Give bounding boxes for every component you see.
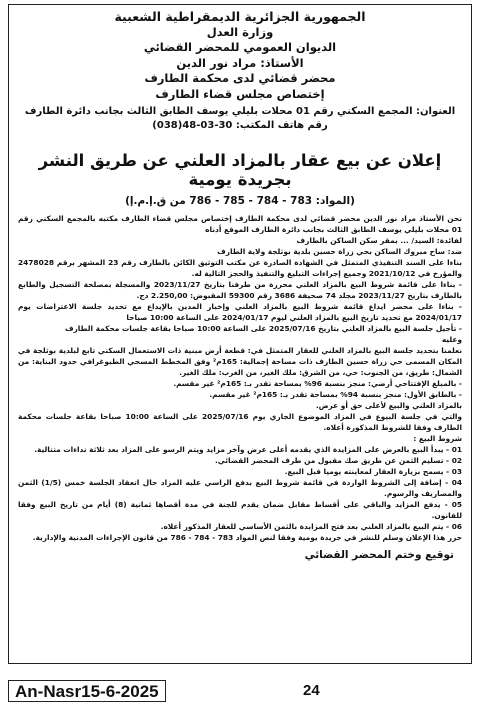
body-paragraph: وعليه [441,335,462,344]
publication-date-label: An-Nasr15-6-2025 [8,680,166,702]
condition-item: 01 - يبدأ البيع بالعرض على المزايدة الذي يقدمه أعلى عرض وآخر مزايد ويتم الرسو على المزاد بعد ثلاثة نداءات متتالية. [34,445,462,454]
legal-articles: (المواد: 783 - 784 - 785 - 786 من ق.إ.م.إ) [125,195,355,207]
body-paragraph: - تأجيل جلسة البيع بالمزاد العلني بتاريخ 2025/07/16 على الساعة 10:00 صباحا بقاعة جلسات محكمة الطارف [64,324,462,333]
body-paragraph: بناءا على السند التنفيذي المتمثل في الشهادة الصادرة عن مكتب التوثيق الكائن بالطارف رقم 23 المشهر برقم 2478028 والمؤرخ في 2021/10/12 وجميع إجراءات التبليغ والتنفيذ والحجز التالية له. [18,258,462,278]
body-paragraph: نحن الأستاذ مراد نور الدين محضر قضائي لدى محكمة الطارف إختصاص مجلس قضاء الطارف مكتبه بالمجمع السكني رقم 01 محلات بليلي يوسف الطابق الثالث بجانب دائرة الطارف الموقع أدناه [18,214,462,234]
page-number: 24 [303,682,320,699]
body-paragraph: ضد: ساح مبروك الساكن بحي زراة حسين بلدية بوثلجة ولاية الطارف [217,247,462,256]
closing-paragraph: حرر هذا الإعلان وسلم للنشر في جريدة يومية وفقا لنص المواد 783 - 784 - 786 من قانون الإجراءات المدنية والإدارية. [32,533,462,542]
office-address-block [18,105,462,133]
header-line-ministry: وزارة العدل [206,24,274,39]
condition-item: 02 - تسليم الثمن عن طريق صك مقبول من طرف المحضر القضائي. [215,456,462,465]
body-paragraph: - بناءا على محضر ايداع قائمة شروط البيع بالمزاد العلني وإخبار المدين بالإيداع مع تحديد جلسة الاعتراضات يوم 2024/01/17 مع تحديد تاريخ البيع بالمزاد العلني ليوم 2024/01/17 على الساعة 10:00 صباحا [18,302,462,322]
body-paragraph: - بالطابق الأول: منجز بنسبة 94% بمساحة تقدر بـ: 165م² غير مقسم. [209,390,462,399]
notice-header [18,9,462,102]
office-phone: رقم هاتف المكتب: 30-03-48(038) [152,120,328,131]
condition-item: 06 - يتم البيع بالمزاد العلني بعد فتح المزايدة بالثمن الأساسي للعقار المذكور أعلاه. [160,522,462,531]
page-footer [8,680,472,702]
legal-notice-box [8,4,472,664]
header-line-court: محضر قضائي لدى محكمة الطارف [144,71,336,85]
body-paragraph: - بالمبلغ الإفتتاحي أرضي: منجز بنسبة 96% بمساحة تقدر بـ: 165م² غير مقسم. [173,379,462,388]
notice-title: إعلان عن بيع عقار بالمزاد العلني عن طريق النشر بجريدة يومية [38,151,442,189]
condition-item: 04 - إضافة إلى الشروط الواردة في قائمة شروط البيع بدفع الراسي عليه المزاد حال انعقاد الجلسة خمس (1/5) الثمن والمصاريف والرسوم. [18,478,462,498]
body-paragraph: - بناءا على قائمة شروط البيع بالمزاد العلني محررة من طرفنا بتاريخ 2023/11/27 والمسجلة بمصلحة التسجيل والطابع بالطارف بتاريخ 2023/11/27 مجلد 74 صحيفة 3686 رقم 59300 المقبوض: 2.250,00 دج. [18,280,462,300]
condition-item: 03 - يسمح بزيارة العقار لمعاينته يوميا قبل البيع. [284,467,462,476]
body-paragraph: نعلمنا بتحديد جلسة البيع بالمزاد العلني للعقار المتمثل في: قطعة أرض مبنية ذات الاستعمال السكني تابع لبلدية بوثلجة في المكان المسمى حي زراة حسين الطارف ذات مساحة إجمالية: 165م² وفق المخطط المسحي الطبوغرافي حدود البناية: من الشمال: طريق، من الجنوب: حي، من الشرق: ملك الغير، من الغرب: ملك الغير. [18,346,462,377]
conditions-heading: شروط البيع : [413,434,462,443]
office-address: العنوان: المجمع السكني رقم 01 محلات بليلي يوسف الطابق الثالث بجانب دائرة الطارف [24,106,456,117]
signature-line: توقيع وختم المحضر القضائي [304,549,454,561]
condition-item: 05 - يدفع المزايد والباقي على أقساط مقابل ضمان يقدم للجنة في مدة أقصاها ثمانية (8) أيام من تاريخ البيع وفقا للقانون. [18,500,462,520]
body-paragraph: لفائدة: السيد/ ... بمقر سكن الساكن بالطارف [296,236,462,245]
header-line-office: الديوان العمومي للمحضر القضائي [143,40,337,54]
body-paragraph: بالمزاد العلني والبيع لأعلى حق أو عرض. [315,401,462,410]
body-paragraph: والتي في جلسة البيوع في المزاد الموضوع الجاري يوم 2025/07/16 على الساعة 10:00 صباحا بقاعة جلسات محكمة الطارف وفقا للشروط المذكورة أعلاه. [18,412,462,432]
header-line-jurisdiction: إختصاص مجلس قضاء الطارف [155,86,325,101]
header-line-bailiff-name: الأستاذ: مراد نور الدين [176,55,304,70]
header-line-republic: الجمهورية الجزائرية الديمقراطية الشعبية [114,9,366,24]
notice-body [18,213,462,543]
